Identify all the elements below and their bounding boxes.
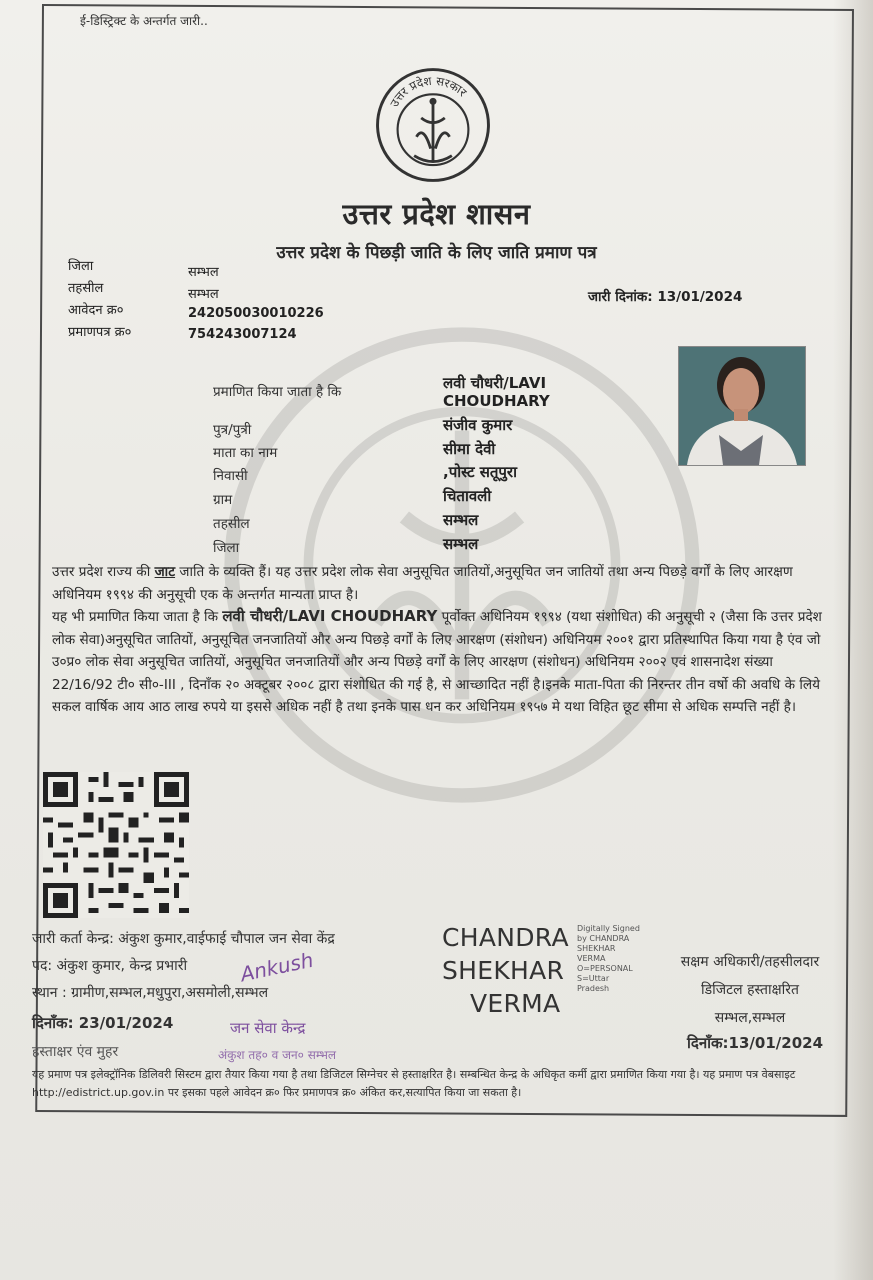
detail-value-mother: सीमा देवी xyxy=(443,440,496,458)
detail-label-district: जिला xyxy=(213,540,240,556)
info-value-application-no: 242050030010226 xyxy=(188,306,324,321)
issuer-place: स्थान : ग्रामीण,सम्भल,मधुपुरा,असमोली,सम्भल xyxy=(32,985,269,1001)
detail-value-name: लवी चौधरी/LAVI CHOUDHARY xyxy=(443,374,550,410)
detail-value-father: संजीव कुमार xyxy=(443,416,513,434)
signer-name-line-3: VERMA xyxy=(470,989,561,1018)
sig-note-3: SHEKHAR xyxy=(577,944,616,953)
handwritten-signature: Ankush xyxy=(238,947,316,987)
para2-rest: पूर्वोक्त अधिनियम १९९४ (यथा संशोधित) की अनुसूची २ (जैसा कि उत्तर प्रदेश लोक सेवा)अनुसूचित जातियों, अनुसूचित जनजातियों और अन्य पिछड़े वर्गों के लिए आरक्षण (संशोधन) अधिनियम २००१ द्वारा प्रतिस्थापित किया गया है एंव जो उ०प्र० लोक सेवा अनुसूचित जातियों, अनुसूचित जनजातियों और अन्य पिछड़े वर्गों के लिए आरक्षण (संशोधन) अधिनियम २००२ एवं शासनादेश संख्या 22/16/92 टी० सी०-III , दिनाँक २० अक्टूबर २००८ द्वारा संशोधित की गई है, से आच्छादित नहीं है।इनके माता-पिता की निरन्तर तीन वर्षो की अवधि के लिये सकल वार्षिक आय आठ लाख रुपये या इससे अधिक नहीं है तथा इनके पास धन कर अधिनियम १९५७ मे यथा विहित छूट सीमा से अधिक सम्पत्ति नहीं है। xyxy=(52,609,822,715)
signer-name-line-2: SHEKHAR xyxy=(442,956,565,985)
header-note: ई-डिस्ट्रिक्ट के अन्तर्गत जारी.. xyxy=(80,14,208,28)
government-title: उत्तर प्रदेश शासन xyxy=(342,197,531,231)
detail-label-tehsil: तहसील xyxy=(213,516,250,532)
detail-value-village: चितावली xyxy=(443,487,492,505)
info-label-tehsil: तहसील xyxy=(68,281,104,296)
para1-lead: उत्तर प्रदेश राज्य की xyxy=(52,564,155,580)
info-label-district: जिला xyxy=(68,259,94,274)
detail-label-certified: प्रमाणित किया जाता है कि xyxy=(213,384,342,400)
svg-text:उत्तर प्रदेश सरकार: उत्तर प्रदेश सरकार xyxy=(387,73,470,110)
issue-date: जारी दिनांक: 13/01/2024 xyxy=(588,289,743,305)
detail-label-child-of: पुत्र/पुत्री xyxy=(213,422,252,438)
detail-value-district: सम्भल xyxy=(443,535,479,553)
para2-name: लवी चौधरी/LAVI CHOUDHARY xyxy=(222,607,438,625)
stamp-line-2: अंकुश तह० व जन० सम्भल xyxy=(218,1048,337,1062)
sig-note-7: Pradesh xyxy=(577,984,610,993)
info-value-tehsil: सम्भल xyxy=(188,287,219,302)
sig-note-4: VERMA xyxy=(577,954,606,963)
applicant-photo xyxy=(678,346,806,466)
sig-note-5: O=PERSONAL xyxy=(577,964,633,973)
detail-value-resident: ,पोस्ट सतूपुरा xyxy=(443,463,517,481)
issuer-date: दिनाँक: 23/01/2024 xyxy=(32,1014,174,1032)
authority-title: सक्षम अधिकारी/तहसीलदार xyxy=(680,954,820,970)
sig-note-2: by CHANDRA xyxy=(577,934,630,943)
stamp-line-1: जन सेवा केन्द्र xyxy=(230,1019,306,1037)
detail-label-mother: माता का नाम xyxy=(213,445,278,461)
authority-place: सम्भल,सम्भल xyxy=(714,1010,786,1026)
issuer-center: जारी कर्ता केन्द्र: अंकुश कुमार,वाईफाई चौपाल जन सेवा केंद्र xyxy=(32,931,335,947)
authority-date: दिनाँक:13/01/2024 xyxy=(686,1034,824,1052)
issuer-sign-label: हस्ताक्षर एंव मुहर xyxy=(32,1044,119,1060)
para1-rest: जाति के व्यक्ति हैं। यह उत्तर प्रदेश लोक सेवा अनुसूचित जातियों,अनुसूचित जन जातियों तथा अन्य पिछड़े वर्गों के लिए आरक्षण अधिनियम १९९४ की अनुसूची एक के अन्तर्गत मान्यता प्राप्त है। xyxy=(52,564,793,603)
digital-signature-note xyxy=(577,924,640,994)
authority-sub: डिजिटल हस्ताक्षरित xyxy=(701,982,799,998)
info-value-district: सम्भल xyxy=(188,265,219,280)
sig-note-1: Digitally Signed xyxy=(577,924,640,933)
sig-note-6: S=Uttar xyxy=(577,974,610,983)
info-value-certificate-no: 754243007124 xyxy=(188,327,297,342)
signer-name-line-1: CHANDRA xyxy=(442,923,569,952)
caste-statement-paragraph xyxy=(52,561,822,606)
caste-name: जाट xyxy=(154,564,176,580)
up-govt-emblem-icon xyxy=(374,66,492,184)
eligibility-paragraph xyxy=(52,605,822,719)
person-photo-icon xyxy=(679,347,805,465)
para2-lead: यह भी प्रमाणित किया जाता है कि xyxy=(52,609,223,625)
footer-note: यह प्रमाण पत्र इलेक्ट्रॉनिक डिलिवरी सिस्टम द्वारा तैयार किया गया है तथा डिजिटल सिग्नेचर से हस्ताक्षरित है। सम्बन्धित केन्द्र के अधिकृत कर्मी द्वारा प्रमाणित किया गया है। यह प्रमाण पत्र वेबसाइट http://edistrict.up.gov.in पर इसका पहले आवेदन क्र० फिर प्रमाणपत्र क्र० अंकित कर,सत्यापित किया जा सकता है। xyxy=(32,1068,796,1099)
qr-code-icon xyxy=(43,772,189,918)
detail-label-village: ग्राम xyxy=(213,492,233,508)
issuer-post: पद: अंकुश कुमार, केन्द्र प्रभारी xyxy=(32,958,188,974)
detail-value-tehsil: सम्भल xyxy=(443,511,479,529)
detail-label-resident: निवासी xyxy=(213,468,248,484)
info-label-certificate-no: प्रमाणपत्र क्र० xyxy=(68,325,132,340)
info-label-application-no: आवेदन क्र० xyxy=(68,303,124,318)
certificate-title: उत्तर प्रदेश के पिछड़ी जाति के लिए जाति प्रमाण पत्र xyxy=(276,243,597,263)
